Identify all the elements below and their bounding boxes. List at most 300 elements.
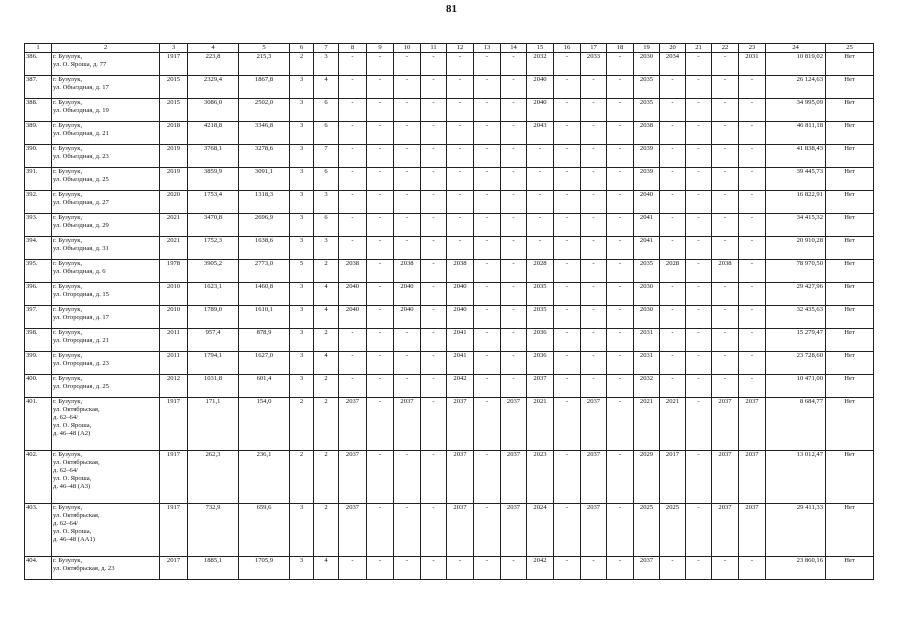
cell-c14: -: [501, 306, 527, 329]
cell-c22: -: [712, 191, 739, 214]
cell-c17: -: [581, 557, 607, 580]
cell-c4: 1789,0: [188, 306, 239, 329]
cell-c10: -: [394, 237, 421, 260]
cell-c22: -: [712, 352, 739, 375]
cell-c5: 1460,8: [239, 283, 290, 306]
cell-year: 2012: [160, 375, 188, 398]
cell-c18: -: [607, 191, 634, 214]
flag-cell: Нет: [826, 168, 874, 191]
flag-cell: Нет: [826, 191, 874, 214]
cost-cell: 41 838,43: [766, 145, 826, 168]
column-header: 5: [239, 44, 290, 53]
cell-c14: -: [501, 122, 527, 145]
cell-c8: -: [339, 145, 367, 168]
column-header: 16: [554, 44, 581, 53]
address-line: ул. Огородная, д. 17: [53, 314, 109, 321]
cell-c21: -: [686, 76, 712, 99]
column-header: 18: [607, 44, 634, 53]
cell-c4: 957,4: [188, 329, 239, 352]
row-number: 388.: [25, 99, 52, 122]
cell-c5: 215,3: [239, 53, 290, 76]
cell-c13: -: [474, 504, 501, 557]
cell-c10: -: [394, 352, 421, 375]
cell-c10: -: [394, 122, 421, 145]
cell-c21: -: [686, 214, 712, 237]
cell-c23: -: [739, 557, 766, 580]
cost-cell: 15 279,47: [766, 329, 826, 352]
address-line: ул. Объездная, д. 25: [53, 176, 109, 183]
row-number: 400.: [25, 375, 52, 398]
cost-cell: 39 445,73: [766, 168, 826, 191]
cell-c9: -: [367, 398, 394, 451]
cell-c20: -: [660, 375, 686, 398]
address-line: г. Бузулук,: [53, 283, 83, 290]
cell-c22: 2037: [712, 504, 739, 557]
cell-c22: -: [712, 329, 739, 352]
address-line: г. Бузулук,: [53, 214, 83, 221]
cell-c14: -: [501, 99, 527, 122]
column-header: 14: [501, 44, 527, 53]
cell-c6: 3: [290, 352, 314, 375]
cell-c11: -: [421, 398, 447, 451]
cell-c23: -: [739, 329, 766, 352]
cell-c7: 2: [314, 375, 339, 398]
cell-c17: -: [581, 214, 607, 237]
cell-c8: -: [339, 122, 367, 145]
address-cell: [52, 168, 160, 191]
table-row: [25, 237, 874, 260]
row-number: 403.: [25, 504, 52, 557]
address-line: ул. Объездная, д. 21: [53, 130, 109, 137]
cell-c10: -: [394, 451, 421, 504]
cell-c9: -: [367, 53, 394, 76]
cost-cell: 46 811,18: [766, 122, 826, 145]
cell-c19: 2031: [634, 329, 660, 352]
cell-c8: -: [339, 76, 367, 99]
cell-c16: -: [554, 283, 581, 306]
cell-c20: -: [660, 557, 686, 580]
address-line: д. 62–64/: [53, 414, 78, 421]
row-number: 397.: [25, 306, 52, 329]
cell-c19: 2039: [634, 145, 660, 168]
cell-year: 2017: [160, 557, 188, 580]
cell-c5: 236,1: [239, 451, 290, 504]
cell-year: 1917: [160, 451, 188, 504]
cell-c16: -: [554, 214, 581, 237]
address-cell: [52, 283, 160, 306]
cell-c19: 2041: [634, 237, 660, 260]
cell-c6: 2: [290, 53, 314, 76]
cell-c7: 2: [314, 260, 339, 283]
cell-c10: 2037: [394, 398, 421, 451]
cell-c13: -: [474, 352, 501, 375]
cell-c17: 2037: [581, 398, 607, 451]
cell-c19: 2041: [634, 214, 660, 237]
cell-c6: 3: [290, 214, 314, 237]
cell-c8: -: [339, 99, 367, 122]
cell-c12: 2040: [447, 283, 474, 306]
address-line: г. Бузулук,: [53, 191, 83, 198]
cell-c9: -: [367, 352, 394, 375]
cell-c19: 2031: [634, 352, 660, 375]
address-line: г. Бузулук,: [53, 99, 83, 106]
cell-c23: -: [739, 214, 766, 237]
cell-c5: 1318,3: [239, 191, 290, 214]
cell-c4: 3086,0: [188, 99, 239, 122]
cell-c14: -: [501, 260, 527, 283]
cell-c20: -: [660, 191, 686, 214]
cell-c4: 1794,1: [188, 352, 239, 375]
column-header: 1: [25, 44, 52, 53]
cell-c12: -: [447, 237, 474, 260]
cell-c15: 2036: [527, 329, 554, 352]
cell-c9: -: [367, 375, 394, 398]
cell-c23: -: [739, 260, 766, 283]
cell-c10: -: [394, 53, 421, 76]
cell-c6: 3: [290, 306, 314, 329]
cost-cell: 10 471,00: [766, 375, 826, 398]
cell-c16: -: [554, 557, 581, 580]
cell-c6: 3: [290, 145, 314, 168]
cell-c4: 1752,3: [188, 237, 239, 260]
cell-c22: -: [712, 168, 739, 191]
cell-c18: -: [607, 99, 634, 122]
table-row: [25, 375, 874, 398]
cell-c19: 2040: [634, 191, 660, 214]
cell-c7: 3: [314, 53, 339, 76]
row-number: 398.: [25, 329, 52, 352]
address-cell: [52, 306, 160, 329]
cell-c23: -: [739, 122, 766, 145]
table-row: [25, 122, 874, 145]
row-number: 393.: [25, 214, 52, 237]
cell-c16: -: [554, 53, 581, 76]
cell-year: 2015: [160, 99, 188, 122]
flag-cell: Нет: [826, 306, 874, 329]
cell-c16: -: [554, 237, 581, 260]
cell-c13: -: [474, 53, 501, 76]
table-row: [25, 214, 874, 237]
cell-c15: 2042: [527, 557, 554, 580]
table-row: [25, 306, 874, 329]
column-header: 11: [421, 44, 447, 53]
cell-c9: -: [367, 283, 394, 306]
cell-year: 2021: [160, 214, 188, 237]
cell-c17: -: [581, 329, 607, 352]
cell-c5: 3346,8: [239, 122, 290, 145]
cell-c12: 2041: [447, 329, 474, 352]
cell-c5: 3278,6: [239, 145, 290, 168]
address-line: д. 62–64/: [53, 520, 78, 527]
cell-c9: -: [367, 145, 394, 168]
column-header: 7: [314, 44, 339, 53]
cell-c22: -: [712, 145, 739, 168]
cell-c5: 1638,6: [239, 237, 290, 260]
cell-c20: 2034: [660, 53, 686, 76]
address-line: ул. Объездная, д. 31: [53, 245, 109, 252]
cell-c8: 2040: [339, 283, 367, 306]
cell-c11: -: [421, 260, 447, 283]
cell-c10: -: [394, 557, 421, 580]
cell-c21: -: [686, 329, 712, 352]
cell-c13: -: [474, 76, 501, 99]
cell-c10: -: [394, 168, 421, 191]
cell-c6: 3: [290, 168, 314, 191]
cell-c7: 4: [314, 557, 339, 580]
column-header: 17: [581, 44, 607, 53]
cell-c5: 3091,1: [239, 168, 290, 191]
cell-c4: 2329,4: [188, 76, 239, 99]
cell-c19: 2038: [634, 122, 660, 145]
cell-c17: -: [581, 283, 607, 306]
cell-c5: 1627,0: [239, 352, 290, 375]
cell-c14: 2037: [501, 451, 527, 504]
cell-c16: -: [554, 76, 581, 99]
cell-c4: 1031,8: [188, 375, 239, 398]
cell-c17: -: [581, 260, 607, 283]
cell-c20: 2028: [660, 260, 686, 283]
flag-cell: Нет: [826, 122, 874, 145]
cell-c7: 6: [314, 214, 339, 237]
cell-c6: 3: [290, 375, 314, 398]
cell-c4: 1753,4: [188, 191, 239, 214]
table-row: [25, 168, 874, 191]
address-line: г. Бузулук,: [53, 451, 83, 458]
cell-c14: -: [501, 145, 527, 168]
cell-c23: 2037: [739, 451, 766, 504]
column-header: 20: [660, 44, 686, 53]
cell-c7: 2: [314, 451, 339, 504]
cell-c15: 2037: [527, 375, 554, 398]
cell-c21: -: [686, 352, 712, 375]
cost-cell: 32 435,63: [766, 306, 826, 329]
cell-c19: 2029: [634, 451, 660, 504]
cell-c9: -: [367, 237, 394, 260]
cell-c18: -: [607, 145, 634, 168]
cell-c10: -: [394, 145, 421, 168]
cell-c22: 2037: [712, 398, 739, 451]
cell-c15: 2023: [527, 451, 554, 504]
cell-c17: -: [581, 237, 607, 260]
cell-c5: 154,0: [239, 398, 290, 451]
cell-c7: 4: [314, 76, 339, 99]
cell-c7: 4: [314, 283, 339, 306]
cell-c21: -: [686, 145, 712, 168]
cell-c22: 2037: [712, 451, 739, 504]
cell-c7: 2: [314, 398, 339, 451]
row-number: 399.: [25, 352, 52, 375]
cell-c18: -: [607, 504, 634, 557]
flag-cell: Нет: [826, 375, 874, 398]
address-cell: [52, 557, 160, 580]
cell-c4: 223,8: [188, 53, 239, 76]
cell-c6: 2: [290, 451, 314, 504]
cell-c16: -: [554, 145, 581, 168]
cell-c22: -: [712, 375, 739, 398]
cell-c11: -: [421, 168, 447, 191]
cell-c21: -: [686, 260, 712, 283]
address-cell: [52, 352, 160, 375]
cell-c14: -: [501, 237, 527, 260]
cell-c5: 1610,1: [239, 306, 290, 329]
cell-c16: -: [554, 306, 581, 329]
cell-c14: -: [501, 191, 527, 214]
cell-c5: 2773,0: [239, 260, 290, 283]
flag-cell: Нет: [826, 451, 874, 504]
address-line: ул. Октябрьская,: [53, 512, 100, 519]
flag-cell: Нет: [826, 329, 874, 352]
cell-c13: -: [474, 329, 501, 352]
cell-c5: 1705,9: [239, 557, 290, 580]
cell-c9: -: [367, 191, 394, 214]
row-number: 402.: [25, 451, 52, 504]
cell-c16: -: [554, 329, 581, 352]
cell-c21: -: [686, 168, 712, 191]
address-line: г. Бузулук,: [53, 53, 83, 60]
cell-c21: -: [686, 451, 712, 504]
address-cell: [52, 53, 160, 76]
cell-c16: -: [554, 375, 581, 398]
cell-year: 1917: [160, 504, 188, 557]
cell-c4: 4218,8: [188, 122, 239, 145]
data-table: [24, 43, 874, 580]
address-cell: [52, 76, 160, 99]
cost-cell: 8 684,77: [766, 398, 826, 451]
cell-c23: -: [739, 99, 766, 122]
table-row: [25, 99, 874, 122]
cell-c11: -: [421, 99, 447, 122]
column-header: 2: [52, 44, 160, 53]
cell-c8: -: [339, 557, 367, 580]
row-number: 389.: [25, 122, 52, 145]
address-line: ул. Огородная, д. 21: [53, 337, 109, 344]
cell-c4: 3768,1: [188, 145, 239, 168]
cell-c14: -: [501, 352, 527, 375]
table-body: [25, 53, 874, 580]
cell-c19: 2037: [634, 557, 660, 580]
cost-cell: 29 427,96: [766, 283, 826, 306]
cell-c15: -: [527, 168, 554, 191]
cell-c8: -: [339, 53, 367, 76]
cost-cell: 10 819,02: [766, 53, 826, 76]
address-line: ул. Объездная, д. 6: [53, 268, 106, 275]
address-line: д. 46–48 (АА1): [53, 536, 95, 543]
cell-c10: -: [394, 99, 421, 122]
cell-c14: -: [501, 375, 527, 398]
cell-c11: -: [421, 352, 447, 375]
cell-c15: 2040: [527, 76, 554, 99]
cell-c12: -: [447, 557, 474, 580]
cell-c20: -: [660, 168, 686, 191]
column-header: 9: [367, 44, 394, 53]
address-line: г. Бузулук,: [53, 398, 83, 405]
cost-cell: 26 124,63: [766, 76, 826, 99]
cell-c10: 2040: [394, 306, 421, 329]
cell-c12: -: [447, 122, 474, 145]
address-line: ул. Огородная, д. 23: [53, 360, 109, 367]
page-number: 81: [446, 3, 457, 15]
address-cell: [52, 451, 160, 504]
address-line: ул. Объездная, д. 29: [53, 222, 109, 229]
cell-c17: -: [581, 191, 607, 214]
cost-cell: 23 860,16: [766, 557, 826, 580]
address-line: г. Бузулук,: [53, 375, 83, 382]
cell-c23: -: [739, 306, 766, 329]
cost-cell: 20 910,28: [766, 237, 826, 260]
cell-c15: 2032: [527, 53, 554, 76]
flag-cell: Нет: [826, 53, 874, 76]
column-header: 13: [474, 44, 501, 53]
cost-cell: 34 995,09: [766, 99, 826, 122]
address-line: ул. Октябрьская,: [53, 459, 100, 466]
cell-c9: -: [367, 168, 394, 191]
cell-c10: -: [394, 76, 421, 99]
cell-c7: 3: [314, 237, 339, 260]
cell-c19: 2032: [634, 375, 660, 398]
cell-c4: 1623,1: [188, 283, 239, 306]
address-line: ул. О. Яроша,: [53, 475, 92, 482]
table-row: [25, 504, 874, 557]
cell-c11: -: [421, 451, 447, 504]
cell-c9: -: [367, 557, 394, 580]
cost-cell: 16 822,91: [766, 191, 826, 214]
cell-c15: 2035: [527, 306, 554, 329]
cell-c5: 1867,8: [239, 76, 290, 99]
address-line: г. Бузулук,: [53, 145, 83, 152]
cell-c21: -: [686, 122, 712, 145]
cell-c9: -: [367, 504, 394, 557]
address-line: ул. Объездная, д. 27: [53, 199, 109, 206]
cell-c19: 2035: [634, 99, 660, 122]
cell-c20: 2017: [660, 451, 686, 504]
cost-cell: 78 970,50: [766, 260, 826, 283]
cell-c9: -: [367, 451, 394, 504]
flag-cell: Нет: [826, 214, 874, 237]
cell-c11: -: [421, 214, 447, 237]
cell-c4: 3905,2: [188, 260, 239, 283]
cell-c18: -: [607, 214, 634, 237]
cell-c22: -: [712, 99, 739, 122]
cell-c16: -: [554, 398, 581, 451]
cell-c4: 3859,9: [188, 168, 239, 191]
cell-c13: -: [474, 260, 501, 283]
cell-c4: 3470,8: [188, 214, 239, 237]
cell-c15: 2021: [527, 398, 554, 451]
column-header: 15: [527, 44, 554, 53]
cell-c13: -: [474, 398, 501, 451]
cell-c18: -: [607, 122, 634, 145]
cell-c12: 2037: [447, 504, 474, 557]
cell-c21: -: [686, 283, 712, 306]
flag-cell: Нет: [826, 504, 874, 557]
cell-year: 2019: [160, 145, 188, 168]
row-number: 394.: [25, 237, 52, 260]
table-row: [25, 283, 874, 306]
cell-c12: -: [447, 191, 474, 214]
address-line: г. Бузулук,: [53, 504, 83, 511]
cell-c22: -: [712, 306, 739, 329]
column-header: 6: [290, 44, 314, 53]
column-header: 23: [739, 44, 766, 53]
cell-c12: 2038: [447, 260, 474, 283]
cell-c6: 3: [290, 191, 314, 214]
cell-c9: -: [367, 260, 394, 283]
cell-c5: 2502,0: [239, 99, 290, 122]
cell-c17: -: [581, 76, 607, 99]
cell-c17: -: [581, 375, 607, 398]
flag-cell: Нет: [826, 283, 874, 306]
cell-c14: 2037: [501, 398, 527, 451]
